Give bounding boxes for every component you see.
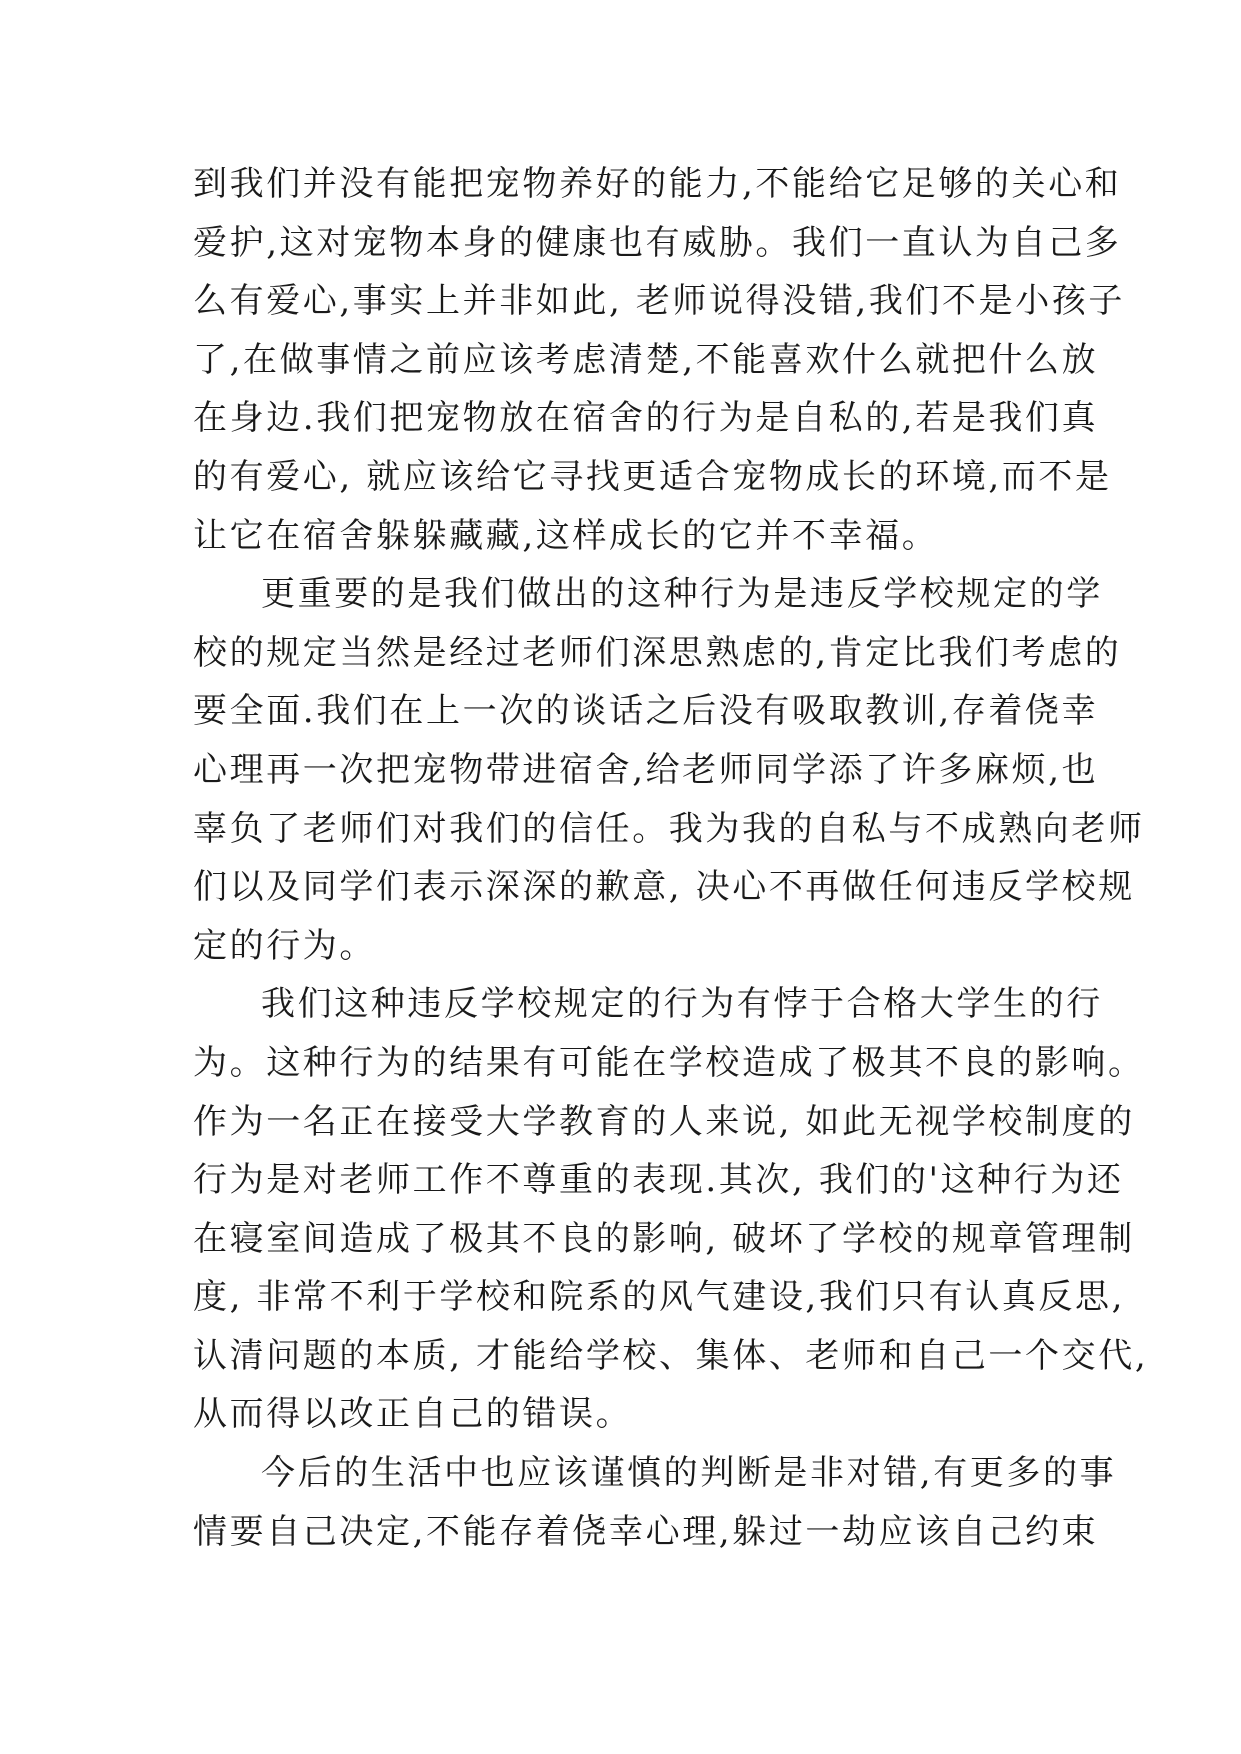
- text-line: 从而得以改正自己的错误。: [193, 1394, 633, 1435]
- text-line: 心理再一次把宠物带进宿舍,给老师同学添了许多麻烦,也: [193, 749, 1099, 790]
- text-line: 爱护,这对宠物本身的健康也有威胁。我们一直认为自己多: [193, 222, 1122, 263]
- text-line: 了,在做事情之前应该考虑清楚,不能喜欢什么就把什么放: [193, 339, 1099, 380]
- text-line: 辜负了老师们对我们的信任。我为我的自私与不成熟向老师: [193, 808, 1145, 849]
- text-line: 在寝室间造成了极其不良的影响, 破坏了学校的规章管理制: [193, 1218, 1135, 1259]
- text-line: 的有爱心, 就应该给它寻找更适合宠物成长的环境,而不是: [193, 456, 1112, 497]
- text-line: 认清问题的本质, 才能给学校、集体、老师和自己一个交代,: [193, 1335, 1149, 1376]
- text-line: 么有爱心,事实上并非如此, 老师说得没错,我们不是小孩子: [193, 281, 1126, 322]
- text-line: 度, 非常不利于学校和院系的风气建设,我们只有认真反思,: [193, 1277, 1126, 1318]
- text-line: 情要自己决定,不能存着侥幸心理,躲过一劫应该自己约束: [193, 1511, 1099, 1552]
- text-line: 在身边.我们把宠物放在宿舍的行为是自私的,若是我们真: [193, 398, 1099, 439]
- text-line: 作为一名正在接受大学教育的人来说, 如此无视学校制度的: [193, 1101, 1135, 1142]
- text-line: 为。这种行为的结果有可能在学校造成了极其不良的影响。: [193, 1042, 1145, 1083]
- paragraph-start-line: 今后的生活中也应该谨慎的判断是非对错,有更多的事: [261, 1453, 1117, 1494]
- paragraph-start-line: 更重要的是我们做出的这种行为是违反学校规定的学: [261, 574, 1103, 615]
- text-line: 要全面.我们在上一次的谈话之后没有吸取教训,存着侥幸: [193, 691, 1099, 732]
- text-line: 让它在宿舍躲躲藏藏,这样成长的它并不幸福。: [193, 515, 939, 556]
- paragraph-start-line: 我们这种违反学校规定的行为有悖于合格大学生的行: [261, 984, 1103, 1025]
- text-line: 定的行为。: [193, 925, 376, 966]
- text-line: 校的规定当然是经过老师们深思熟虑的,肯定比我们考虑的: [193, 632, 1122, 673]
- text-line: 们以及同学们表示深深的歉意, 决心不再做任何违反学校规: [193, 867, 1135, 908]
- text-line: 行为是对老师工作不尊重的表现.其次, 我们的'这种行为还: [193, 1160, 1124, 1201]
- text-line: 到我们并没有能把宠物养好的能力,不能给它足够的关心和: [193, 164, 1122, 204]
- document-body: [193, 155, 1149, 1561]
